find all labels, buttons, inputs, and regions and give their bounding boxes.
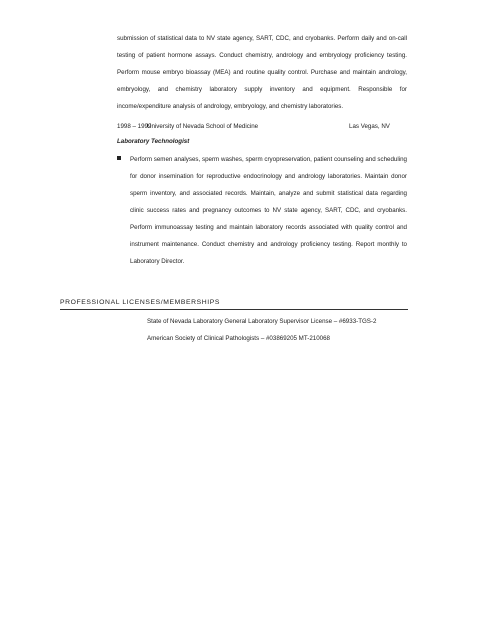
license-item: State of Nevada Laboratory General Laboratory Supervisor License – #6933-TGS-2 xyxy=(147,318,377,325)
section-divider xyxy=(60,309,408,310)
job-location: Las Vegas, NV xyxy=(349,123,390,130)
job-bullet xyxy=(117,151,407,270)
license-item: American Society of Clinical Pathologists – #03869205 MT-210068 xyxy=(147,335,330,342)
job-bullet-text: Perform semen analyses, sperm washes, sperm cryopreservation, patient counseling and scheduling for donor insemination for reproductive endocrinology and andrology laboratories. Maintain donor sperm inventory, and associated records. Maintain, analyze and submit statistical data regarding clinic success rates and pregnancy outcomes to NV state agency, SART, CDC, and cryobanks. Perform immunoassay testing and maintain laboratory records associated with quality control and instrument maintenance. Conduct chemistry and andrology proficiency testing. Report monthly to Laboratory Director. xyxy=(130,156,407,265)
square-bullet-icon xyxy=(117,156,121,160)
previous-job-description: submission of statistical data to NV state agency, SART, CDC, and cryobanks. Perform daily and on-call testing of patient hormone assays. Conduct chemistry, andrology and embryology proficiency testing. Perform mouse embryo bioassay (MEA) and routine quality control. Purchase and maintain andrology, embryology, and chemistry laboratory supply inventory and equipment. Responsible for income/expenditure analysis of andrology, embryology, and chemistry laboratories. xyxy=(117,35,407,110)
job-employer: University of Nevada School of Medicine xyxy=(147,123,259,130)
section-heading-licenses: PROFESSIONAL LICENSES/MEMBERSHIPS xyxy=(60,299,221,306)
job-dates: 1998 – 1999 xyxy=(117,123,152,130)
job-title: Laboratory Technologist xyxy=(117,138,190,145)
